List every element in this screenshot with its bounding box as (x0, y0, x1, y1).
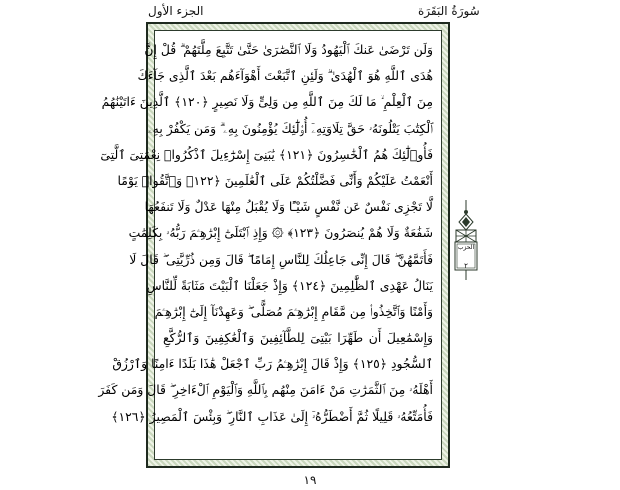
quran-text (98, 37, 433, 453)
juz-name: الجزء الأول (148, 4, 204, 18)
text-line: لَّا تَجْزِى نَفْسٌ عَن نَّفْسٍ شَيْـًٔا وَلَا يُقْبَلُ مِنْهَا عَدْلٌ وَلَا تَنفَعُهَا (144, 199, 433, 215)
text-line: هُدَى ٱللَّهِ هُوَ ٱلْهُدَىٰ ۗ وَلَئِنِ ٱتَّبَعْتَ أَهْوَآءَهُم بَعْدَ ٱلَّذِى جَآءَكَ (137, 68, 433, 84)
hizb-label: الحزب (457, 244, 475, 251)
text-line: ٱلْكِتَٰبَ يَتْلُونَهُۥ حَقَّ تِلَاوَتِهِۦٓ أُو۟لَٰٓئِكَ يُؤْمِنُونَ بِهِۦ ۗ وَمَن يَكْفُرْ بِهِۦ (147, 120, 433, 136)
text-line: مِنَ ٱلْعِلْمِ ۙ مَا لَكَ مِنَ ٱللَّهِ مِن وَلِىٍّ وَلَا نَصِيرٍ ﴿١٢٠﴾ ٱلَّذِينَ ءَاتَيْنَٰهُمُ (101, 94, 433, 110)
text-line: أَهْلَهُۥ مِنَ ٱلثَّمَرَٰتِ مَنْ ءَامَنَ مِنْهُم بِٱللَّهِ وَٱلْيَوْمِ ٱلْءَاخِرِ ۖ قَالَ وَمَن كَفَرَ (98, 382, 433, 398)
text-line: ٱلسُّجُودِ ﴿١٢٥﴾ وَإِذْ قَالَ إِبْرَٰهِـۧمُ رَبِّ ٱجْعَلْ هَٰذَا بَلَدًا ءَامِنًا وَٱرْزُقْ (112, 356, 433, 372)
text-line: يَنَالُ عَهْدِى ٱلظَّٰلِمِينَ ﴿١٢٤﴾ وَإِذْ جَعَلْنَا ٱلْبَيْتَ مَثَابَةً لِّلنَّاسِ (146, 277, 433, 293)
surah-name: سُورَةُ البَقَرَة (418, 4, 480, 18)
text-line: شَفَٰعَةٌ وَلَا هُمْ يُنصَرُونَ ﴿١٢٣﴾ ۞ وَإِذِ ٱبْتَلَىٰٓ إِبْرَٰهِـۧمَ رَبُّهُۥ بِكَلِمَٰتٍ (128, 225, 433, 241)
text-line: فَأَتَمَّهُنَّ ۖ قَالَ إِنِّى جَاعِلُكَ لِلنَّاسِ إِمَامًا ۖ قَالَ وَمِن ذُرِّيَّتِى ۖ قَالَ لَا (129, 251, 433, 267)
page-frame (98, 22, 450, 468)
page-number: ١٩ (303, 473, 317, 487)
text-line: فَأُمَتِّعُهُۥ قَلِيلًا ثُمَّ أَضْطَرُّهُۥٓ إِلَىٰ عَذَابِ ٱلنَّارِ ۖ وَبِئْسَ ٱلْمَصِيرُ ﴿١٢٦﴾ (111, 408, 433, 424)
text-line: وَلَن تَرْضَىٰ عَنكَ ٱلْيَهُودُ وَلَا ٱلنَّصَٰرَىٰ حَتَّىٰ تَتَّبِعَ مِلَّتَهُمْ ۗ قُلْ إِنَّ (144, 42, 433, 57)
text-line: وَأَمْنًا وَٱتَّخِذُوا۟ مِن مَّقَامِ إِبْرَٰهِـۧمَ مُصَلًّى ۖ وَعَهِدْنَآ إِلَىٰٓ إِبْرَٰهِـۧمَ (154, 303, 433, 319)
text-line: أَنْعَمْتُ عَلَيْكُمْ وَأَنِّى فَضَّلْتُكُمْ عَلَى ٱلْعَٰلَمِينَ ﴿١٢٢﴾ وَٱتَّقُوا۟ يَوْمًا (117, 172, 433, 188)
text-line: فَأُو۟لَٰٓئِكَ هُمُ ٱلْخَٰسِرُونَ ﴿١٢١﴾ يَٰبَنِىٓ إِسْرَٰٓءِيلَ ٱذْكُرُوا۟ نِعْمَتِىَ ٱلَّتِىٓ (100, 146, 433, 162)
hizb-number: ٢ (464, 262, 468, 270)
text-panel (98, 30, 442, 460)
text-line: وَإِسْمَٰعِيلَ أَن طَهِّرَا بَيْتِىَ لِلطَّآئِفِينَ وَٱلْعَٰكِفِينَ وَٱلرُّكَّعِ (163, 330, 433, 346)
